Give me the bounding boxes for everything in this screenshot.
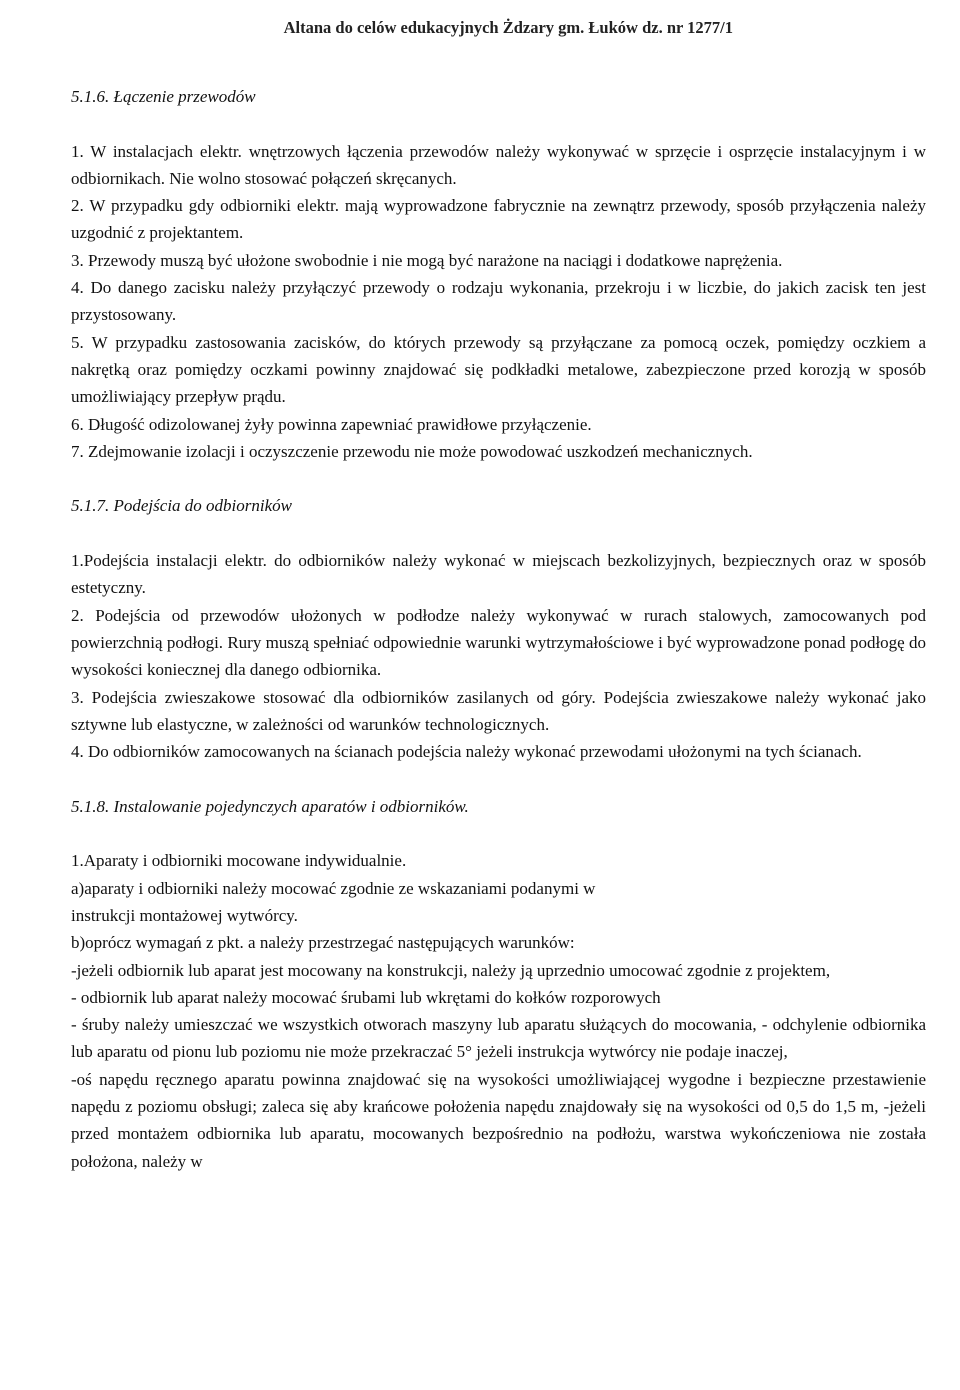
list-item: 1.Podejścia instalacji elektr. do odbiorników należy wykonać w miejscach bezkolizyjnych, bezpiecznych oraz w sposób estetyczny. — [71, 551, 926, 598]
list-item: - odbiornik lub aparat należy mocować śrubami lub wkrętami do kołków rozporowych — [71, 987, 661, 1007]
section-heading-5-1-7: 5.1.7. Podejścia do odbiorników — [71, 496, 292, 516]
spacer — [71, 765, 926, 792]
list-item: a)aparaty i odbiorniki należy mocować zgodnie ze wskazaniami podanymi w — [71, 878, 596, 898]
spacer — [71, 520, 926, 547]
section-heading-5-1-8: 5.1.8. Instalowanie pojedynczych aparatów i odbiorników. — [71, 796, 469, 816]
list-item: 3. Przewody muszą być ułożone swobodnie i nie mogą być narażone na naciągi i dodatkowe naprężenia. — [71, 250, 783, 270]
spacer — [71, 820, 926, 847]
spacer — [71, 110, 926, 137]
list-item: 4. Do odbiorników zamocowanych na ścianach podejścia należy wykonać przewodami ułożonymi na tych ścianach. — [71, 742, 862, 762]
list-item: 3. Podejścia zwieszakowe stosować dla odbiorników zasilanych od góry. Podejścia zwieszakowe należy wykonać jako sztywne lub elastyczne, w zależności od warunków technologicznych. — [71, 687, 926, 734]
list-item: -jeżeli odbiornik lub aparat jest mocowany na konstrukcji, należy ją uprzednio umocować zgodnie z projektem, — [71, 960, 831, 980]
list-item: 7. Zdejmowanie izolacji i oczyszczenie przewodu nie może powodować uszkodzeń mechanicznych. — [71, 441, 753, 461]
list-item: 4. Do danego zacisku należy przyłączyć przewody o rodzaju wykonania, przekroju i w liczbie, do jakich zacisk ten jest przystosowany. — [71, 278, 926, 325]
list-item: - śruby należy umieszczać we wszystkich otworach maszyny lub aparatu służących do mocowania, - odchylenie odbiornika lub aparatu od pionu lub poziomu nie może przekraczać 5° jeżeli instrukcja wytwórcy nie podaje inaczej, — [71, 1015, 926, 1062]
document-body — [71, 83, 926, 1175]
list-item: 2. Podejścia od przewodów ułożonych w podłodze należy wykonywać w rurach stalowych, zamocowanych pod powierzchnią podłogi. Rury muszą spełniać odpowiednie warunki wytrzymałościowe i być wyprowadzone ponad podłogę do wysokości koniecznej dla danego odbiornika. — [71, 605, 926, 680]
list-item: 1. W instalacjach elektr. wnętrzowych łączenia przewodów należy wykonywać w sprzęcie i osprzęcie instalacyjnym i w odbiornikach. Nie wolno stosować połączeń skręcanych. — [71, 141, 926, 188]
list-item: 2. W przypadku gdy odbiorniki elektr. mają wyprowadzone fabrycznie na zewnątrz przewody, sposób przyłączenia należy uzgodnić z projektantem. — [71, 196, 926, 243]
list-item: -oś napędu ręcznego aparatu powinna znajdować się na wysokości umożliwiającej wygodne i bezpieczne przestawienie napędu z poziomu obsługi; zaleca się aby krańcowe położenia napędu znajdowały się na wysokości od 0,5 do 1,5 m, -jeżeli przed montażem odbiornika lub aparatu, mocowanych bezpośrednio na podłożu, warstwa wykończeniowa nie została położona, należy w — [71, 1069, 926, 1171]
list-item: instrukcji montażowej wytwórcy. — [71, 905, 298, 925]
list-item: 1.Aparaty i odbiorniki mocowane indywidualnie. — [71, 851, 407, 871]
list-item: b)oprócz wymagań z pkt. a należy przestrzegać następujących warunków: — [71, 933, 575, 953]
section-heading-5-1-6: 5.1.6. Łączenie przewodów — [71, 87, 256, 106]
spacer — [71, 465, 926, 492]
page-header: Altana do celów edukacyjnych Żdzary gm. Łuków dz. nr 1277/1 — [283, 18, 733, 37]
list-item: 6. Długość odizolowanej żyły powinna zapewniać prawidłowe przyłączenie. — [71, 414, 592, 434]
list-item: 5. W przypadku zastosowania zacisków, do których przewody są przyłączane za pomocą oczek, pomiędzy oczkiem a nakrętką oraz pomiędzy oczkami powinny znajdować się podkładki metalowe, zabezpieczone przed korozją w sposób umożliwiający przepływ prądu. — [71, 332, 926, 407]
